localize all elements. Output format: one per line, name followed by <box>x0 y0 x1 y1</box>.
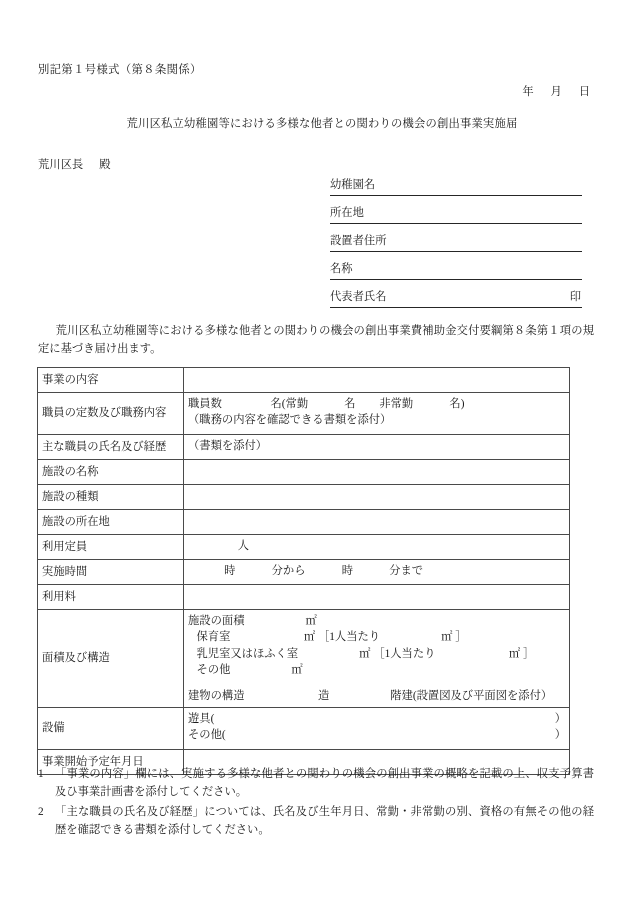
field-label: 設置者住所 <box>330 235 387 248</box>
structure-floors-note: 階建(設置図及び平面図を添付） <box>390 689 553 702</box>
field-label: 所在地 <box>330 207 364 220</box>
area-nursery-unit: ㎡ <box>303 631 316 644</box>
hours-start-hour: 時 <box>224 565 236 577</box>
date-day-label: 日 <box>578 86 590 98</box>
note-number: 2 <box>38 805 44 818</box>
addressee-honorific: 殿 <box>99 159 111 171</box>
area-other-unit: ㎡ <box>291 664 303 677</box>
field-label: 幼稚園名 <box>330 179 376 192</box>
area-nursery-label: 保育室 <box>196 631 231 644</box>
footer-notes <box>38 765 594 840</box>
field-label: 代表者氏名 <box>330 291 387 304</box>
row-label: 施設の名称 <box>38 460 184 485</box>
note-item <box>38 803 594 840</box>
row-label: 事業の内容 <box>38 368 184 393</box>
equipment-other-close-paren: ） <box>554 729 566 742</box>
applicant-fields <box>330 176 582 316</box>
area-nursery-per-unit: ㎡ <box>441 631 453 644</box>
row-value-fee[interactable] <box>184 585 570 610</box>
staff-parttime-label: 非常勤 <box>379 398 414 410</box>
hours-start-minute: 分から <box>271 565 306 577</box>
hours-end-minute: 分まで <box>389 565 424 577</box>
field-location[interactable] <box>330 204 582 224</box>
row-label: 職員の定数及び職務内容 <box>38 393 184 435</box>
row-value-facility-name[interactable] <box>184 460 570 485</box>
staff-total-unit: 名(常勤 <box>270 398 309 410</box>
area-facility-label: 施設の面積 <box>188 615 245 627</box>
building-structure <box>188 688 566 704</box>
row-value-staff[interactable] <box>184 393 570 435</box>
row-label: 面積及び構造 <box>38 610 184 708</box>
table-row-facility-address <box>38 510 570 535</box>
date-month-label: 月 <box>550 86 562 98</box>
date-year-label: 年 <box>522 86 534 98</box>
field-representative-name[interactable] <box>330 288 582 308</box>
date-line <box>522 84 590 101</box>
capacity-unit: 人 <box>237 540 250 552</box>
area-nursery-room <box>188 629 566 645</box>
row-value-business-content[interactable] <box>184 368 570 393</box>
staff-count-line <box>188 396 566 412</box>
equipment-other-open-label: その他( <box>188 729 226 742</box>
table-row-hours <box>38 560 570 585</box>
row-label: 施設の種類 <box>38 485 184 510</box>
form-code: 別記第１号様式（第８条関係） <box>38 64 202 76</box>
area-other-label: その他 <box>196 664 231 677</box>
table-row-facility-name <box>38 460 570 485</box>
field-organization-name[interactable] <box>330 260 582 280</box>
structure-label: 建物の構造 <box>188 689 245 702</box>
note-item <box>38 765 594 802</box>
table-row-capacity <box>38 535 570 560</box>
area-nursery-per-open: ［1人当たり <box>317 631 381 644</box>
area-infant-per-close: ］ <box>523 647 535 660</box>
playground-open-label: 遊具( <box>188 713 215 725</box>
field-founder-address[interactable] <box>330 232 582 252</box>
row-value-facility-address[interactable] <box>184 510 570 535</box>
area-infant-per-open: ［1人当たり <box>373 647 436 660</box>
row-label: 施設の所在地 <box>38 510 184 535</box>
document-title: 荒川区私立幼稚園等における多様な他者との関わりの機会の創出事業実施届 <box>126 118 518 130</box>
table-row-area-structure <box>38 610 570 708</box>
row-value-staff-names[interactable]: （書類を添付） <box>184 435 570 460</box>
intro-line-1: 荒川区私立幼稚園等における多様な他者との関わりの機会の創出事業費補助金交付要綱第８条第１項 <box>55 325 572 337</box>
table-row-business-content <box>38 368 570 393</box>
staff-parttime-unit: 名) <box>449 398 465 410</box>
field-label: 名称 <box>330 263 353 276</box>
row-label: 設備 <box>38 708 184 750</box>
staff-fulltime-unit: 名 <box>344 398 356 410</box>
application-table <box>37 367 570 775</box>
table-row-equipment <box>38 708 570 750</box>
area-infant-per-unit: ㎡ <box>508 647 521 660</box>
addressee-name: 荒川区長 <box>38 159 84 171</box>
structure-material-unit: 造 <box>317 689 330 702</box>
note-text: 「事業の内容」欄には、実施する多様な他者との関わりの機会の創出事業の概略を記載の上、収支予算書及ひ事業計画書を添付してください。 <box>55 768 594 799</box>
row-value-facility-type[interactable] <box>184 485 570 510</box>
staff-count-label: 職員数 <box>188 398 222 410</box>
row-value-equipment[interactable] <box>184 708 570 750</box>
note-number: 1 <box>38 768 44 780</box>
area-spacer <box>188 679 566 688</box>
seal-marker: 印 <box>569 291 581 304</box>
table-row-fee <box>38 585 570 610</box>
row-value-hours[interactable] <box>184 560 570 585</box>
area-nursery-per-close: ］ <box>455 631 467 644</box>
intro-line-2: の規定に基づき届け出ます。 <box>38 325 594 356</box>
area-infant-room <box>188 646 566 662</box>
equipment-playground <box>188 711 566 727</box>
intro-paragraph <box>38 322 594 359</box>
row-label: 主な職員の氏名及び経歴 <box>38 435 184 460</box>
row-value-capacity[interactable] <box>184 535 570 560</box>
row-label: 実施時間 <box>38 560 184 585</box>
table-row-facility-type <box>38 485 570 510</box>
equipment-other <box>188 727 566 743</box>
note-text: 「主な職員の氏名及び経歴」については、氏名及び生年月日、常勤・非常勤の別、資格の有無その他の経歴を確認できる書類を添付してください。 <box>55 805 594 836</box>
table-row-staff-names <box>38 435 570 460</box>
row-value-area-structure[interactable] <box>184 610 570 708</box>
addressee <box>38 157 111 174</box>
field-kindergarten-name[interactable] <box>330 176 582 196</box>
playground-close-paren: ） <box>554 713 566 725</box>
hours-end-hour: 時 <box>341 565 353 577</box>
row-label: 利用定員 <box>38 535 184 560</box>
area-facility-unit: ㎡ <box>305 615 317 627</box>
area-infant-label: 乳児室又はほふく室 <box>196 647 299 660</box>
row-label: 事業開始予定年月日 <box>38 750 184 775</box>
area-infant-unit: ㎡ <box>359 647 371 660</box>
staff-attachment-note: （職務の内容を確認できる書類を添付） <box>188 414 392 427</box>
table-row-staff <box>38 393 570 435</box>
area-facility-total <box>188 613 566 629</box>
row-label: 利用料 <box>38 585 184 610</box>
area-other <box>188 662 566 678</box>
area-breakdown <box>188 613 566 704</box>
